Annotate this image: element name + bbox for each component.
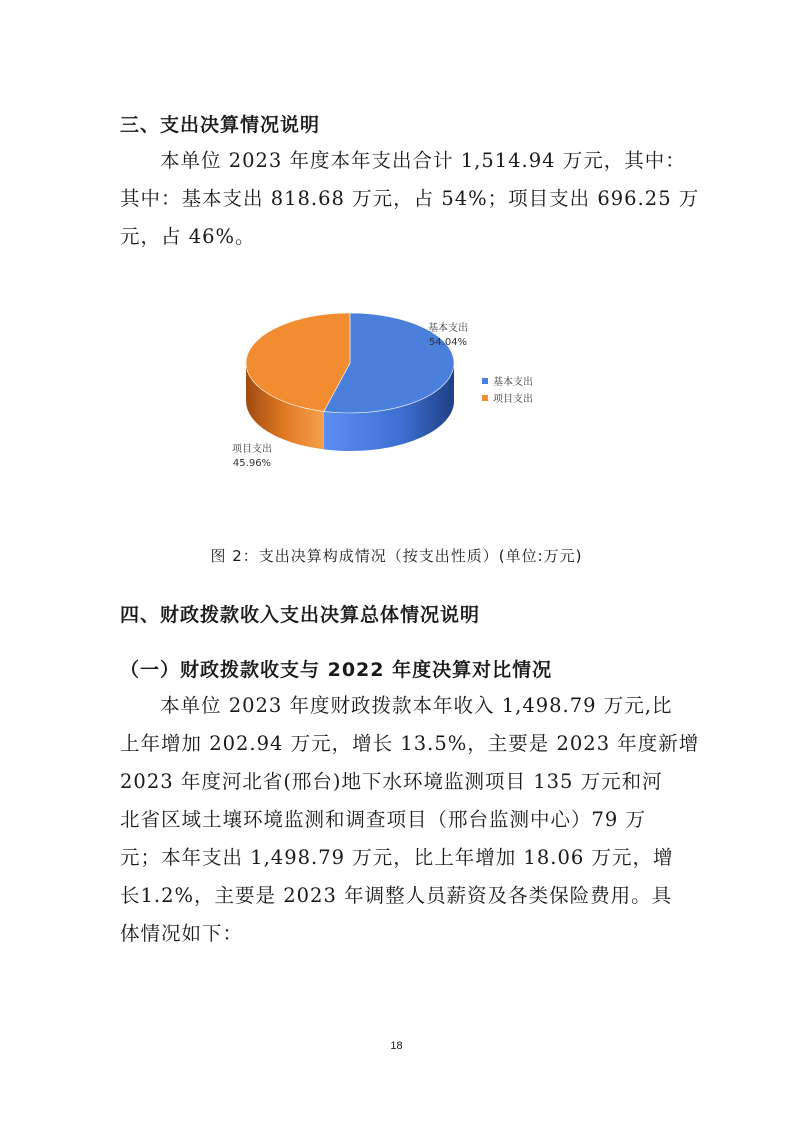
slice-label-project-value: 45.96% (232, 458, 272, 469)
page-number: 18 (390, 1040, 403, 1052)
expenditure-pie-chart (220, 305, 580, 475)
legend-swatch-project (482, 395, 488, 401)
paragraph-line: 上年增加 202.94 万元，增长 13.5%，主要是 2023 年度新增 (120, 732, 700, 755)
expenditure-paragraph (120, 142, 700, 256)
paragraph-line: 2023 年度河北省(邢台)地下水环境监测项目 135 万元和河 (120, 770, 663, 793)
comparison-paragraph (120, 687, 700, 953)
legend-item-basic: 基本支出 (493, 377, 533, 388)
paragraph-line: 其中：基本支出 818.68 万元，占 54%；项目支出 696.25 万 (120, 187, 700, 210)
paragraph-line: 本单位 2023 年度本年支出合计 1,514.94 万元，其中： (160, 149, 686, 172)
figure-caption: 图 2：支出决算构成情况（按支出性质）(单位:万元) (210, 547, 583, 565)
subsection-heading-comparison: （一）财政拨款收支与 2022 年度决算对比情况 (120, 659, 553, 681)
slice-label-basic-name: 基本支出 (428, 323, 468, 334)
section-heading-fiscal: 四、财政拨款收入支出决算总体情况说明 (120, 604, 481, 626)
slice-label-project-name: 项目支出 (232, 444, 272, 455)
paragraph-line: 北省区域土壤环境监测和调查项目（邢台监测中心）79 万 (120, 808, 647, 831)
paragraph-line: 元；本年支出 1,498.79 万元，比上年增加 18.06 万元，增 (120, 846, 674, 869)
legend-swatch-basic (482, 378, 488, 384)
paragraph-line: 体情况如下： (120, 922, 244, 945)
paragraph-line: 元，占 46%。 (120, 225, 256, 248)
legend-item-project: 项目支出 (493, 394, 533, 405)
slice-label-basic-value: 54.04% (428, 337, 468, 348)
paragraph-line: 本单位 2023 年度财政拨款本年收入 1,498.79 万元,比 (160, 694, 673, 717)
section-heading-expenditure: 三、支出决算情况说明 (120, 114, 321, 136)
paragraph-line: 长1.2%，主要是 2023 年调整人员薪资及各类保险费用。具 (120, 884, 673, 907)
